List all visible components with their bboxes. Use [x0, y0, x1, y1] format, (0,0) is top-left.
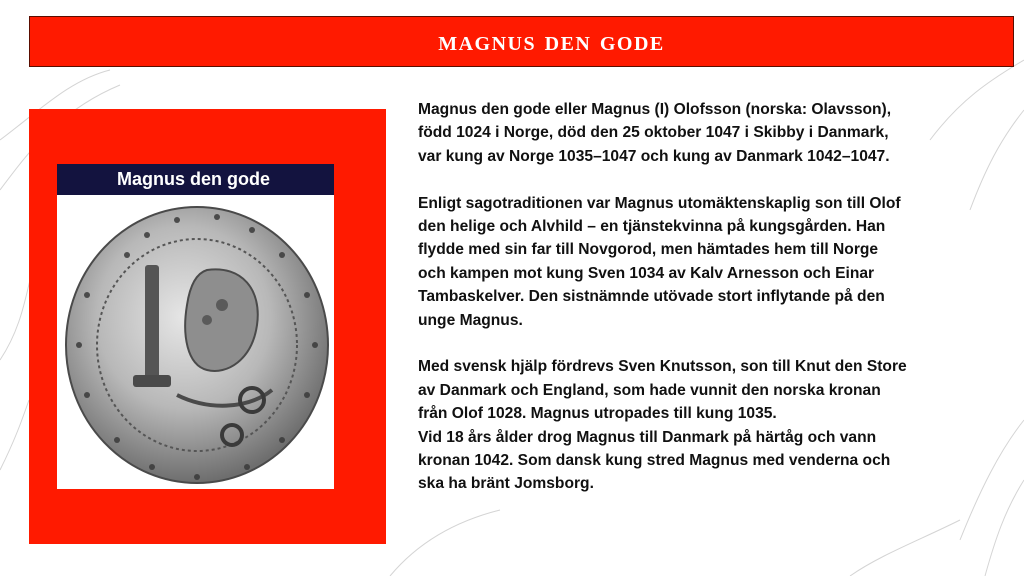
paragraph-2: Enligt sagotraditionen var Magnus utomäktenskaplig son till Olof den helige och Alvhild – en tjänstekvinna på kungsgården. Han flydde med sin far till Novgorod, men hämtades hem till Norge och kampen mot kung Sven 1034 av Kalv Arnesson och Einar Tambaskelver. Den sistnämnde utövade stort inflytande på den unge Magnus.	[418, 194, 901, 329]
coin-image	[57, 195, 334, 489]
paragraph-1: Magnus den gode eller Magnus (I) Olofsson (norska: Olavsson), född 1024 i Norge, död den 25 oktober 1047 i Skibby i Danmark, var kung av Norge 1035–1047 och kung av Danmark 1042–1047.	[418, 101, 892, 165]
paragraph-3: Med svensk hjälp fördrevs Sven Knutsson, son till Knut den Store av Danmark och England, som hade vunnit den norska kronan från Olof 1028. Magnus utropades till kung 1035.	[418, 358, 907, 423]
title-banner	[29, 16, 1014, 67]
body-text	[418, 98, 988, 496]
image-caption: Magnus den gode	[57, 164, 334, 195]
paragraph-4: Vid 18 års ålder drog Magnus till Danmark på härtåg och vann kronan 1042. Som dansk kung stred Magnus med venderna och ska ha bränt Jomsborg.	[418, 428, 891, 493]
coin-image-card	[57, 164, 334, 489]
slide-title: magnus den gode	[438, 25, 665, 57]
